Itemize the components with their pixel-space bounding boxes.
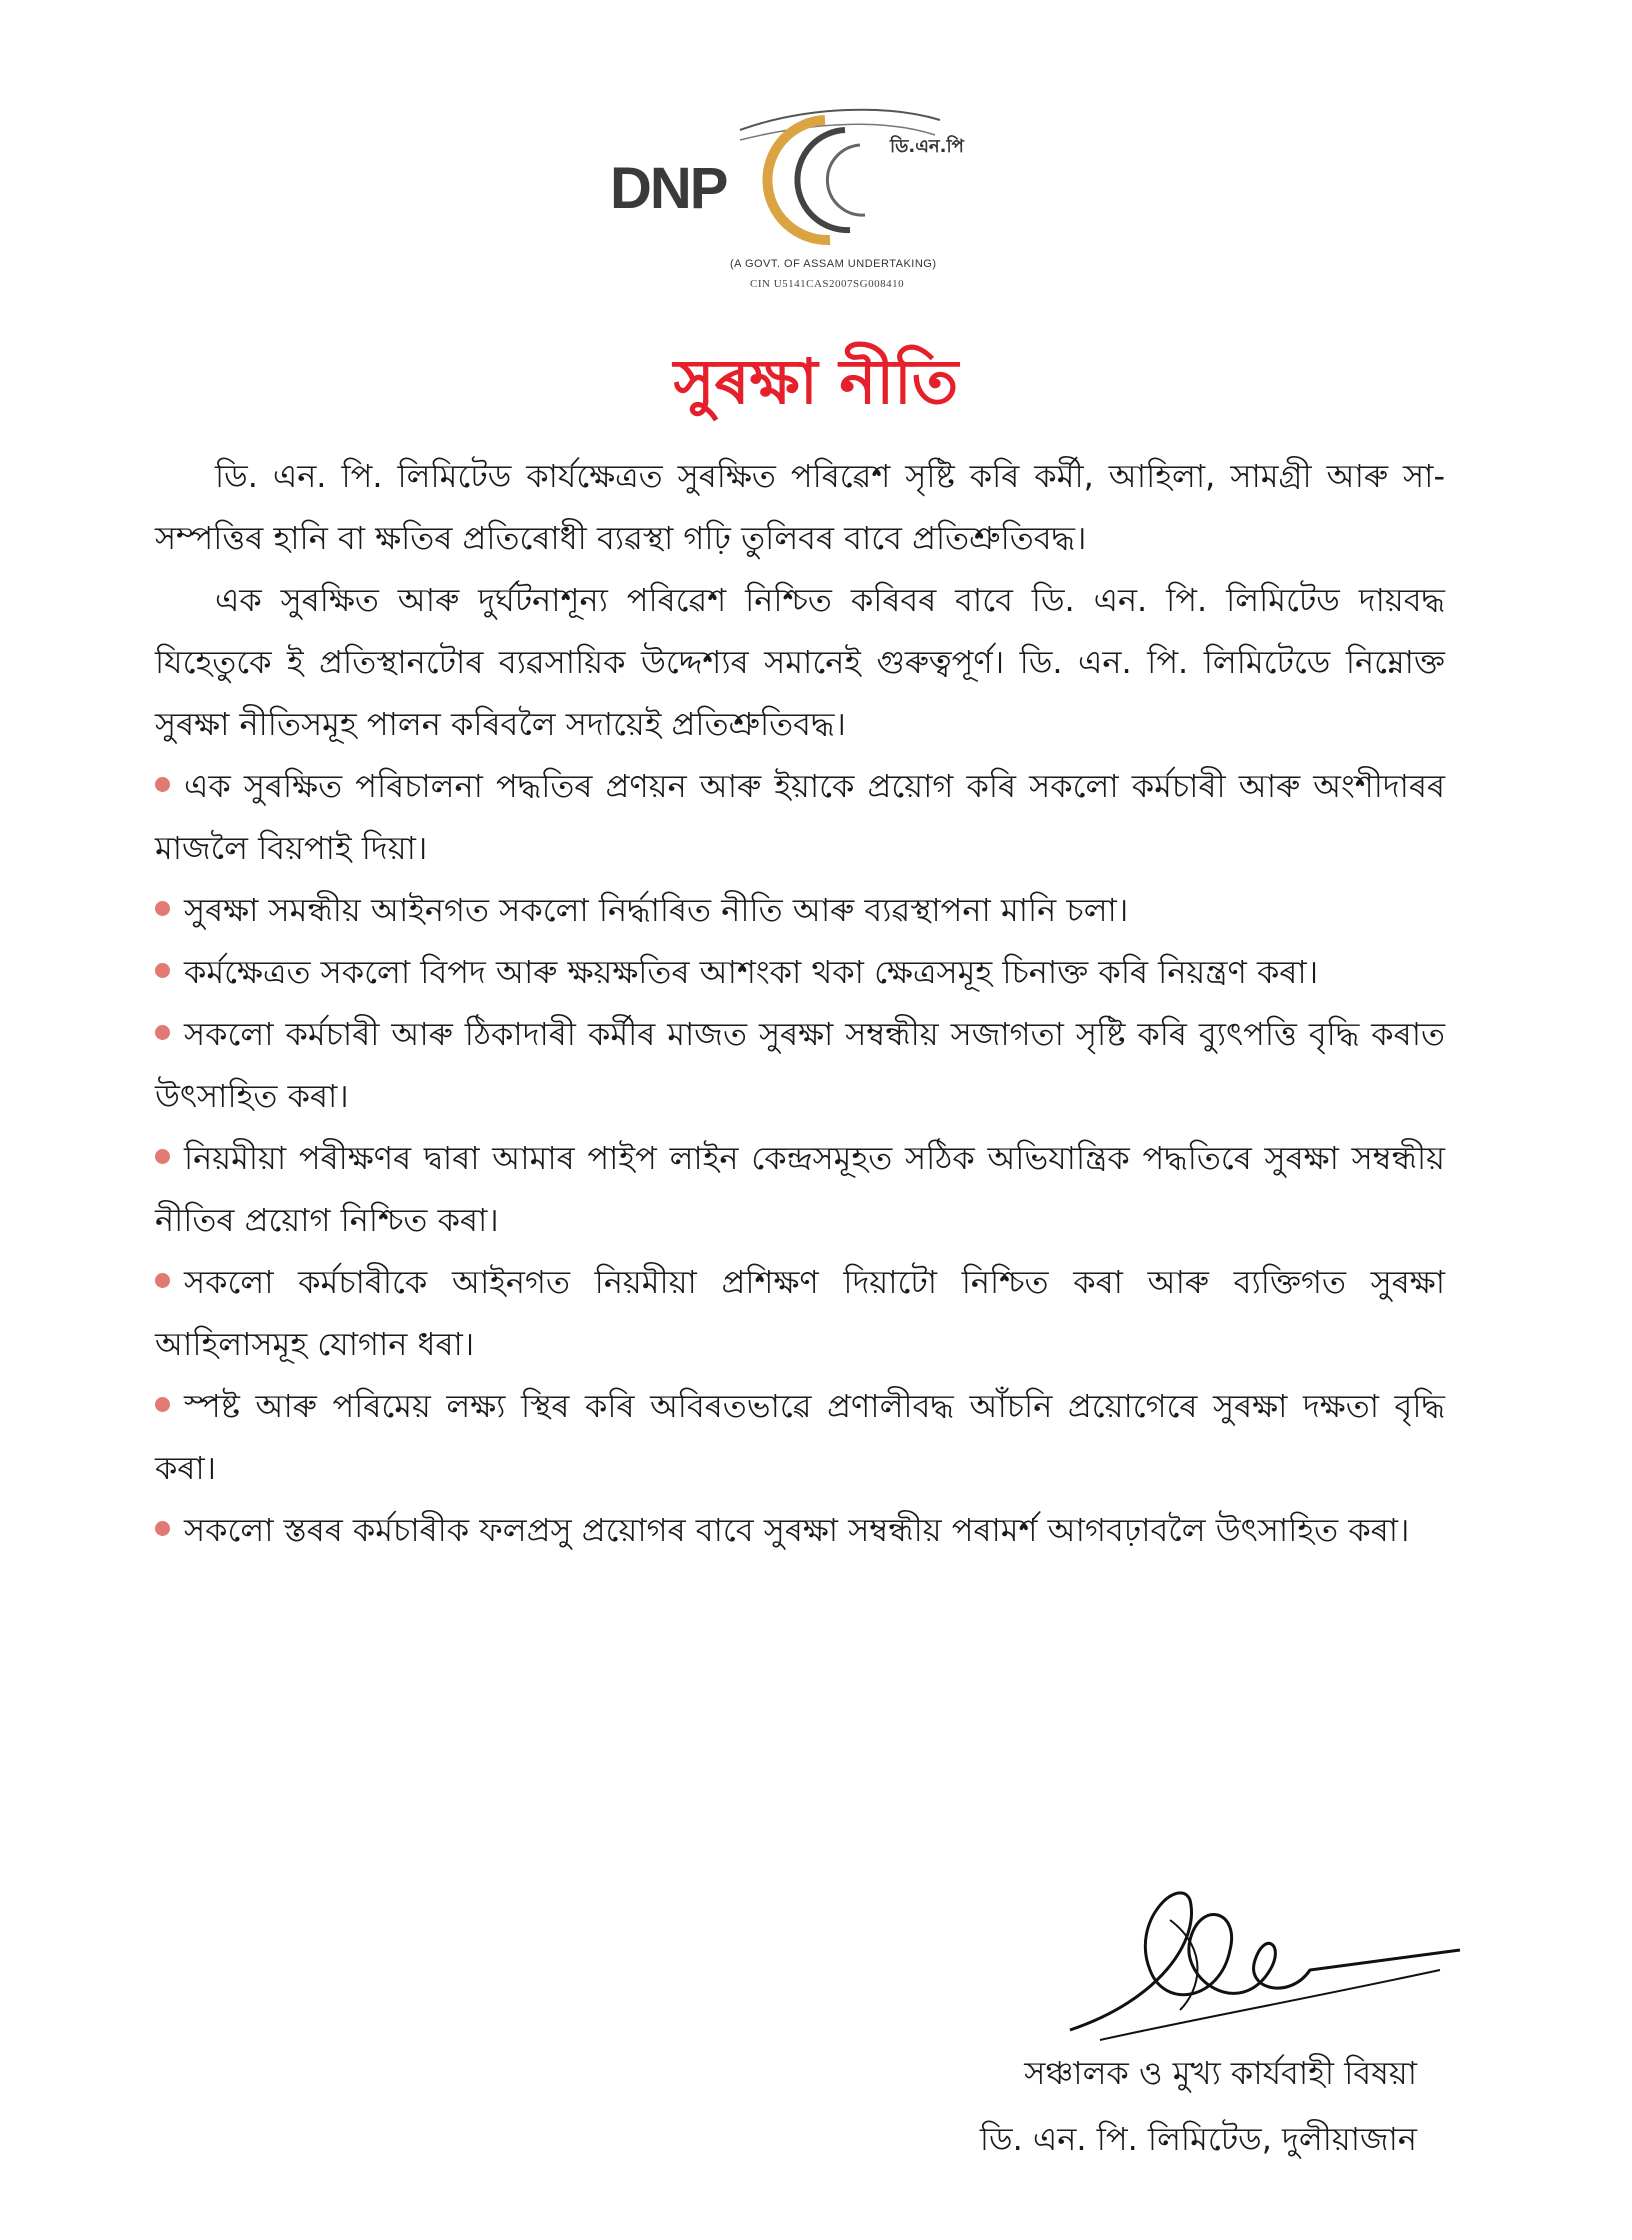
bullet-icon <box>155 1397 170 1412</box>
list-item <box>155 1003 1445 1127</box>
list-item <box>155 1251 1445 1375</box>
bullet-icon <box>155 1521 170 1536</box>
bullet-icon <box>155 1273 170 1288</box>
policy-text: সকলো স্তৰৰ কৰ্মচাৰীক ফলপ্ৰসু প্ৰয়োগৰ বাবে সুৰক্ষা সম্বন্ধীয় পৰামৰ্শ আগবঢ়াবলৈ উৎসাহিত কৰা। <box>184 1511 1410 1549</box>
dnp-logo <box>590 100 1050 260</box>
signoff-block <box>980 2040 1417 2172</box>
tagline: (A GOVT. OF ASSAM UNDERTAKING) <box>730 258 937 270</box>
page-title: সুৰক্ষা নীতি <box>673 345 959 418</box>
policy-text: সুৰক্ষা সমন্ধীয় আইনগত সকলো নিৰ্দ্ধাৰিত নীতি আৰু ব্যৱস্থাপনা মানি চলা। <box>184 891 1129 929</box>
policy-text: নিয়মীয়া পৰীক্ষণৰ দ্বাৰা আমাৰ পাইপ লাইন কেন্দ্ৰসমূহত সঠিক অভিযান্ত্ৰিক পদ্ধতিৰে সুৰক্ষা সম্বন্ধীয় নীতিৰ প্ৰয়োগ নিশ্চিত কৰা। <box>155 1139 1445 1239</box>
intro-paragraph-1: ডি. এন. পি. লিমিটেড কাৰ্যক্ষেত্ৰত সুৰক্ষিত পৰিৱেশ সৃষ্টি কৰি কৰ্মী, আহিলা, সামগ্ৰী আৰু সা-সম্পত্তিৰ হানি বা ক্ষতিৰ প্ৰতিৰোধী ব্যৱস্থা গঢ়ি তুলিবৰ বাবে প্ৰতিশ্ৰুতিবদ্ধ। <box>155 457 1445 557</box>
policy-list <box>155 755 1445 1561</box>
letterhead <box>590 100 1050 310</box>
list-item <box>155 941 1445 1003</box>
bullet-icon <box>155 1025 170 1040</box>
list-item <box>155 1499 1445 1561</box>
logo-native-text: ডি.এন.পি <box>890 136 964 157</box>
list-item <box>155 1375 1445 1499</box>
document-body <box>155 445 1445 1561</box>
list-item <box>155 1127 1445 1251</box>
policy-text: সকলো কৰ্মচাৰীকে আইনগত নিয়মীয়া প্ৰশিক্ষণ দিয়াটো নিশ্চিত কৰা আৰু ব্যক্তিগত সুৰক্ষা আহিলাসমূহ যোগান ধৰা। <box>155 1263 1445 1363</box>
cin-number: CIN U5141CAS2007SG008410 <box>750 278 905 290</box>
list-item <box>155 879 1445 941</box>
policy-text: কৰ্মক্ষেত্ৰত সকলো বিপদ আৰু ক্ষয়ক্ষতিৰ আশংকা থকা ক্ষেত্ৰসমূহ চিনাক্ত কৰি নিয়ন্ত্ৰণ কৰা। <box>184 953 1319 991</box>
policy-text: এক সুৰক্ষিত পৰিচালনা পদ্ধতিৰ প্ৰণয়ন আৰু ইয়াকে প্ৰয়োগ কৰি সকলো কৰ্মচাৰী আৰু অংশীদাৰৰ মাজলৈ বিয়পাই দিয়া। <box>155 767 1445 867</box>
bullet-icon <box>155 963 170 978</box>
policy-text: সকলো কৰ্মচাৰী আৰু ঠিকাদাৰী কৰ্মীৰ মাজত সুৰক্ষা সম্বন্ধীয় সজাগতা সৃষ্টি কৰি ব্যুৎপত্তি বৃদ্ধি কৰাত উৎসাহিত কৰা। <box>155 1015 1445 1115</box>
organization-name: ডি. এন. পি. লিমিটেড, দুলীয়াজান <box>979 2120 1417 2158</box>
bullet-icon <box>155 1149 170 1164</box>
bullet-icon <box>155 901 170 916</box>
signatory-designation: সঞ্চালক ও মুখ্য কাৰ্যবাহী বিষয়া <box>1024 2054 1417 2092</box>
bullet-icon <box>155 777 170 792</box>
policy-text: স্পষ্ট আৰু পৰিমেয় লক্ষ্য স্থিৰ কৰি অবিৰতভাৱে প্ৰণালীবদ্ধ আঁচনি প্ৰয়োগেৰে সুৰক্ষা দক্ষতা বৃদ্ধি কৰা। <box>155 1387 1445 1487</box>
list-item <box>155 755 1445 879</box>
signature-mark <box>1040 1880 1470 2050</box>
intro-paragraph-2: এক সুৰক্ষিত আৰু দুৰ্ঘটনাশূন্য পৰিৱেশ নিশ্চিত কৰিবৰ বাবে ডি. এন. পি. লিমিটেড দায়বদ্ধ যিহেতুকে ই প্ৰতিস্থানটোৰ ব্যৱসায়িক উদ্দেশ্যৰ সমানেই গুৰুত্বপূৰ্ণ। ডি. এন. পি. লিমিটেডে নিম্নোক্ত সুৰক্ষা নীতিসমূহ পালন কৰিবলৈ সদায়েই প্ৰতিশ্ৰুতিবদ্ধ। <box>155 581 1445 743</box>
logo-text: DNP <box>610 156 727 221</box>
